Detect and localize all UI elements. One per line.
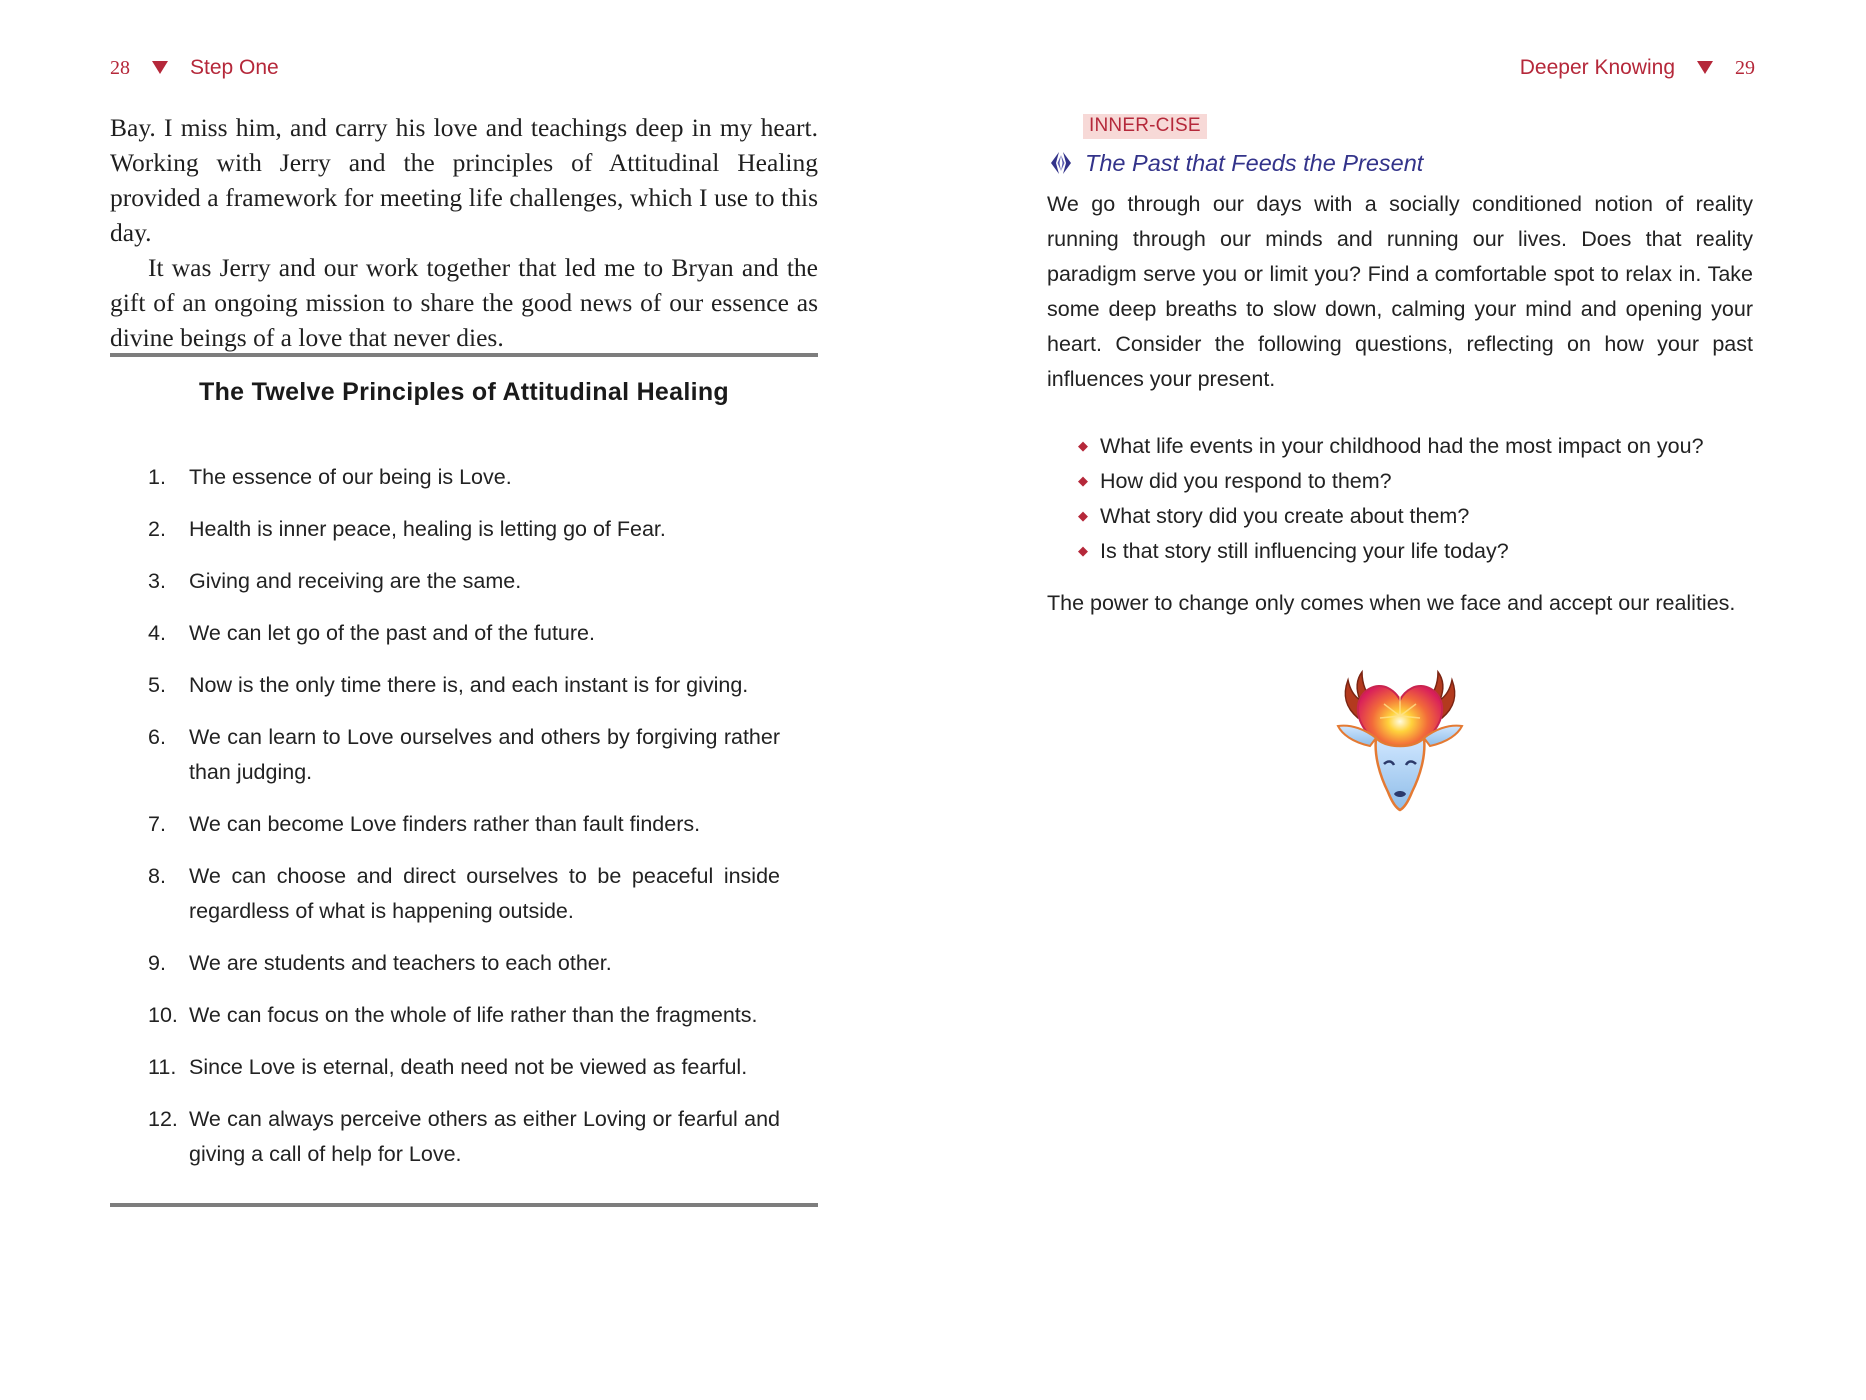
principle-text: We can become Love finders rather than fault finders.	[189, 812, 701, 836]
principle-item	[148, 807, 780, 842]
principle-number: 10.	[148, 1003, 178, 1027]
right-running-head-title: Deeper Knowing	[1519, 56, 1675, 79]
principle-item	[148, 1050, 780, 1085]
principles-box-title: The Twelve Principles of Attitudinal Healing	[199, 378, 729, 406]
question-list	[1078, 429, 1704, 569]
box-bottom-rule	[110, 1203, 818, 1207]
body-paragraph: It was Jerry and our work together that led me to Bryan and the gift of an ongoing mission to share the good news of our essence as divine beings of a love that never dies.	[110, 253, 818, 352]
left-running-head-title: Step One	[190, 56, 279, 79]
principle-number: 1.	[148, 465, 166, 489]
principle-item	[148, 512, 780, 547]
principle-item	[148, 564, 780, 599]
body-text	[110, 110, 818, 355]
innercise-intro: We go through our days with a socially conditioned notion of reality running through our minds and running our lives. Does that reality paradigm serve you or limit you? Find a comfortable spot to relax in. Take some deep breaths to slow down, calming your mind and opening your heart. Consider the following questions, reflecting on how your past influences your present.	[1047, 192, 1753, 391]
left-running-head	[110, 56, 279, 80]
principle-text: We can focus on the whole of life rather than the fragments.	[189, 1003, 758, 1027]
right-page-number: 29	[1735, 56, 1755, 79]
principle-text: We can learn to Love ourselves and others by forgiving rather than judging.	[189, 725, 780, 784]
principle-item	[148, 998, 780, 1033]
principle-number: 11.	[148, 1055, 177, 1079]
principle-text: Since Love is eternal, death need not be viewed as fearful.	[189, 1055, 748, 1079]
deer-heart-emblem-icon	[1330, 660, 1470, 816]
question-text: What life events in your childhood had the most impact on you?	[1100, 434, 1704, 458]
closing-line: The power to change only comes when we face and accept our realities.	[1047, 591, 1736, 615]
principle-number: 5.	[148, 673, 166, 697]
principle-text: We can always perceive others as either Loving or fearful and giving a call of help for Love.	[189, 1107, 780, 1166]
principle-text: We can let go of the past and of the future.	[189, 621, 595, 645]
principle-text: The essence of our being is Love.	[189, 465, 512, 489]
body-paragraph: Bay. I miss him, and carry his love and teachings deep in my heart. Working with Jerry and the principles of Attitudinal Healing provided a framework for meeting life challenges, which I use to this day.	[110, 113, 818, 247]
innercise-heading	[1047, 149, 1423, 177]
principle-text: Now is the only time there is, and each instant is for giving.	[189, 673, 749, 697]
principle-text: Health is inner peace, healing is letting go of Fear.	[189, 517, 666, 541]
principle-number: 7.	[148, 812, 166, 836]
diamond-bullet-icon: ◆	[1078, 508, 1088, 523]
diamond-bullet-icon: ◆	[1078, 438, 1088, 453]
question-text: Is that story still influencing your life today?	[1100, 539, 1509, 563]
principle-item	[148, 460, 780, 495]
diamond-bullet-icon: ◆	[1078, 473, 1088, 488]
right-running-head	[1520, 56, 1755, 80]
question-text: How did you respond to them?	[1100, 469, 1392, 493]
principle-item	[148, 946, 780, 981]
principle-number: 9.	[148, 951, 166, 975]
triangle-down-icon	[1697, 61, 1713, 74]
question-text: What story did you create about them?	[1100, 504, 1470, 528]
double-chevron-diamond-icon	[1047, 149, 1075, 177]
principle-item	[148, 1102, 780, 1172]
question-item	[1078, 534, 1704, 569]
principle-number: 12.	[148, 1107, 178, 1131]
principle-number: 4.	[148, 621, 166, 645]
box-top-rule	[110, 353, 818, 357]
principle-number: 3.	[148, 569, 166, 593]
question-item	[1078, 499, 1704, 534]
principles-list	[148, 460, 780, 1189]
principle-number: 8.	[148, 864, 166, 888]
innercise-tag: INNER-CISE	[1083, 114, 1207, 139]
principle-text: Giving and receiving are the same.	[189, 569, 522, 593]
diamond-bullet-icon: ◆	[1078, 543, 1088, 558]
principle-item	[148, 616, 780, 651]
principle-item	[148, 859, 780, 929]
principle-item	[148, 720, 780, 790]
question-item	[1078, 429, 1704, 464]
question-item	[1078, 464, 1704, 499]
principle-text: We can choose and direct ourselves to be peaceful inside regardless of what is happening outside.	[189, 864, 780, 923]
principle-number: 6.	[148, 725, 166, 749]
principle-number: 2.	[148, 517, 166, 541]
triangle-down-icon	[152, 61, 168, 74]
principle-text: We are students and teachers to each other.	[189, 951, 612, 975]
innercise-title: The Past that Feeds the Present	[1085, 149, 1424, 176]
principle-item	[148, 668, 780, 703]
left-page-number: 28	[110, 56, 130, 79]
